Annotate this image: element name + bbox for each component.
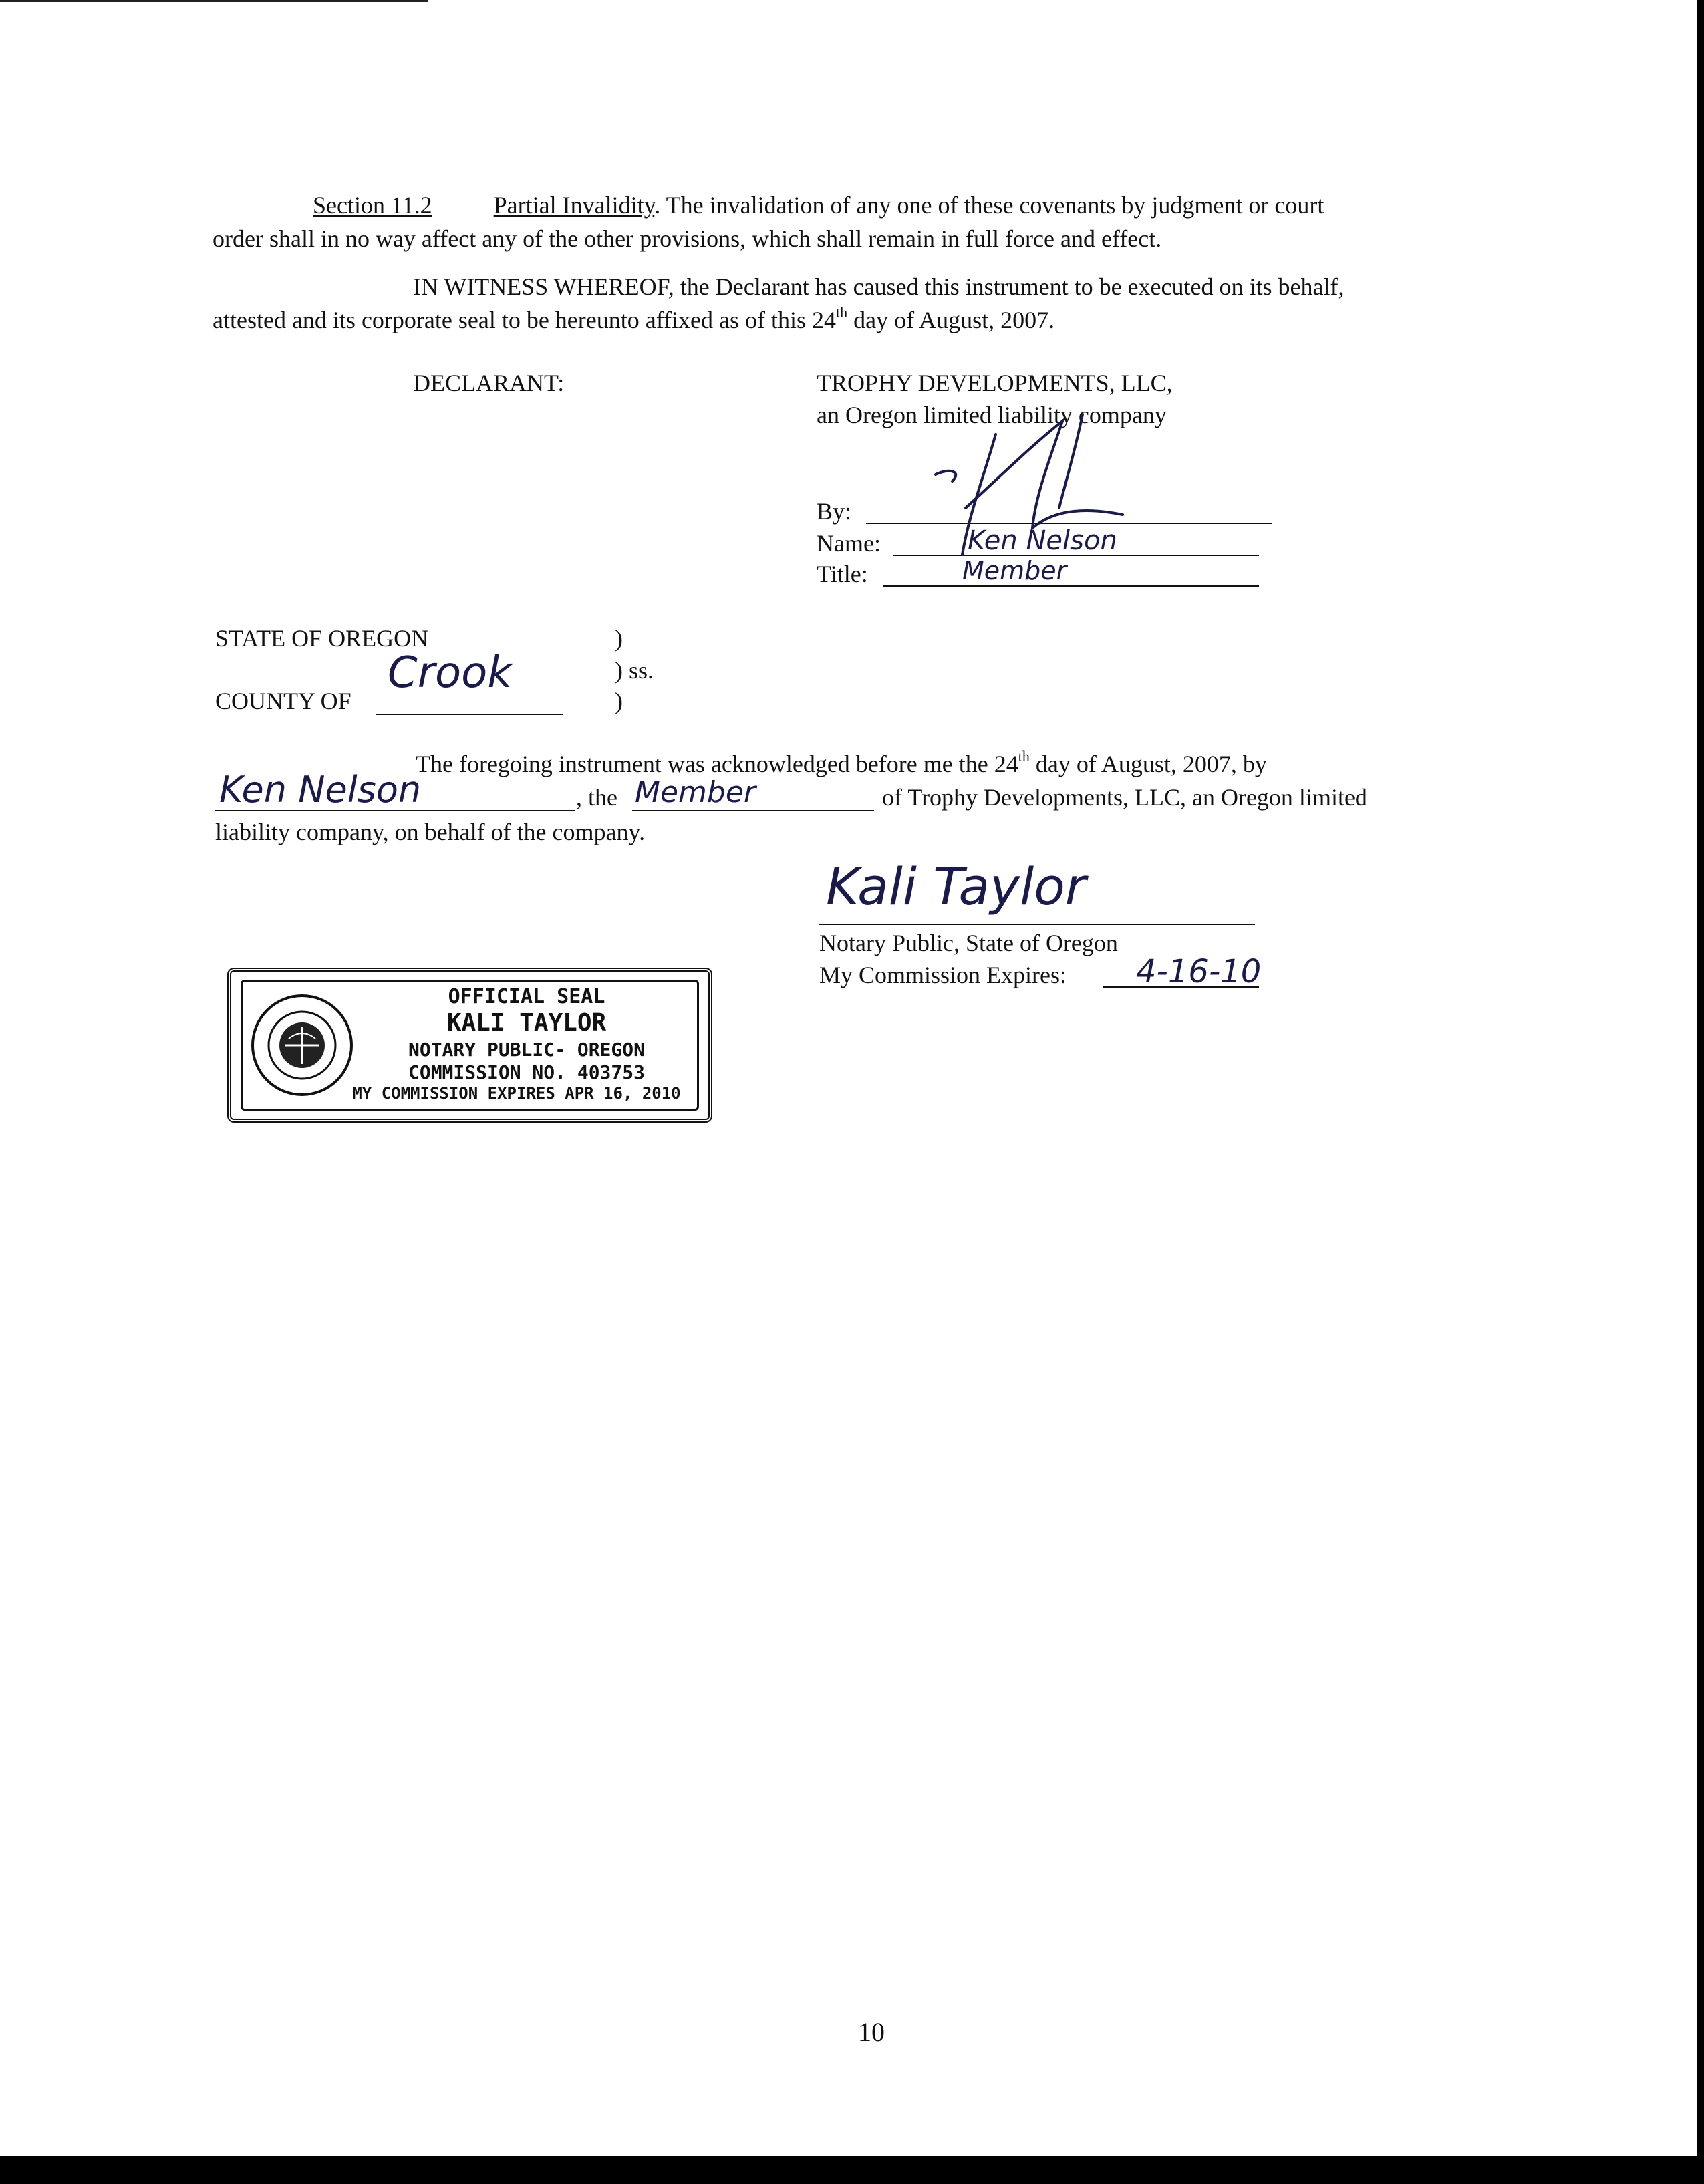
section-text: . The invalidation of any one of these covenants by judgment or court bbox=[654, 192, 1324, 219]
section-paragraph-line1 bbox=[313, 188, 1324, 222]
by-label: By: bbox=[817, 498, 852, 525]
witness-line2 bbox=[212, 303, 1054, 337]
scan-edge-bottom bbox=[0, 2156, 1704, 2184]
ack-of-text: of Trophy Developments, LLC, an Oregon limited bbox=[882, 784, 1367, 811]
seal-line4: COMMISSION NO. 403753 bbox=[408, 1061, 645, 1083]
seal-line5: MY COMMISSION EXPIRES APR 16, 2010 bbox=[352, 1084, 681, 1103]
notary-hand-expires: 4-16-10 bbox=[1136, 953, 1262, 990]
declarant-hand-name: Ken Nelson bbox=[968, 525, 1117, 556]
witness-line2-a: attested and its corporate seal to be hereunto affixed as of this 24 bbox=[212, 307, 837, 333]
county-line bbox=[376, 714, 563, 715]
page-number: 10 bbox=[858, 2017, 885, 2047]
ack-line1-b: day of August, 2007, by bbox=[1029, 750, 1267, 777]
seal-line3: NOTARY PUBLIC- OREGON bbox=[408, 1039, 645, 1061]
venue-ss: ) ss. bbox=[615, 657, 654, 684]
venue-paren-2: ) bbox=[615, 688, 623, 714]
notary-signature-line bbox=[819, 924, 1255, 925]
declarant-label: DECLARANT: bbox=[413, 370, 565, 396]
company-description: an Oregon limited liability company bbox=[817, 402, 1167, 428]
title-label: Title: bbox=[817, 561, 868, 587]
official-seal-stamp bbox=[227, 968, 712, 1123]
scan-edge-line bbox=[0, 0, 428, 2]
ack-line1 bbox=[416, 747, 1267, 781]
ack-line1-a: The foregoing instrument was acknowledged before me the 24 bbox=[416, 750, 1018, 777]
section-number: Section 11.2 bbox=[313, 192, 432, 219]
company-name: TROPHY DEVELOPMENTS, LLC, bbox=[817, 370, 1173, 396]
venue-state: STATE OF OREGON bbox=[215, 625, 429, 652]
witness-line1: IN WITNESS WHEREOF, the Declarant has caused this instrument to be executed on its behalf, bbox=[413, 273, 1344, 300]
notary-hand-signature: Kali Taylor bbox=[826, 857, 1086, 916]
venue-paren-1: ) bbox=[615, 625, 623, 652]
ack-sup: th bbox=[1018, 748, 1030, 765]
ack-line3: liability company, on behalf of the company. bbox=[215, 819, 646, 845]
venue-hand-county: Crook bbox=[388, 648, 513, 698]
venue-county-label: COUNTY OF bbox=[215, 688, 351, 714]
title-line bbox=[883, 585, 1259, 587]
section-paragraph-line2: order shall in no way affect any of the other provisions, which shall remain in full force and effect. bbox=[212, 225, 1162, 252]
name-label: Name: bbox=[817, 530, 881, 557]
seal-line2: KALI TAYLOR bbox=[446, 1009, 607, 1037]
notary-title: Notary Public, State of Oregon bbox=[819, 930, 1118, 956]
witness-line2-b: day of August, 2007. bbox=[847, 307, 1055, 333]
ack-the: , the bbox=[576, 784, 617, 811]
oregon-state-seal-icon bbox=[250, 993, 354, 1097]
witness-sup: th bbox=[836, 304, 848, 321]
ack-role-line bbox=[632, 810, 874, 811]
seal-line1: OFFICIAL SEAL bbox=[448, 985, 605, 1008]
ack-person-line bbox=[215, 810, 575, 811]
declarant-hand-title: Member bbox=[962, 556, 1067, 585]
ack-hand-role: Member bbox=[635, 775, 756, 809]
notary-expires-label: My Commission Expires: bbox=[819, 962, 1067, 988]
ack-hand-person: Ken Nelson bbox=[219, 769, 422, 811]
scan-edge-right bbox=[1697, 0, 1704, 2184]
section-heading: Partial Invalidity bbox=[493, 192, 655, 219]
